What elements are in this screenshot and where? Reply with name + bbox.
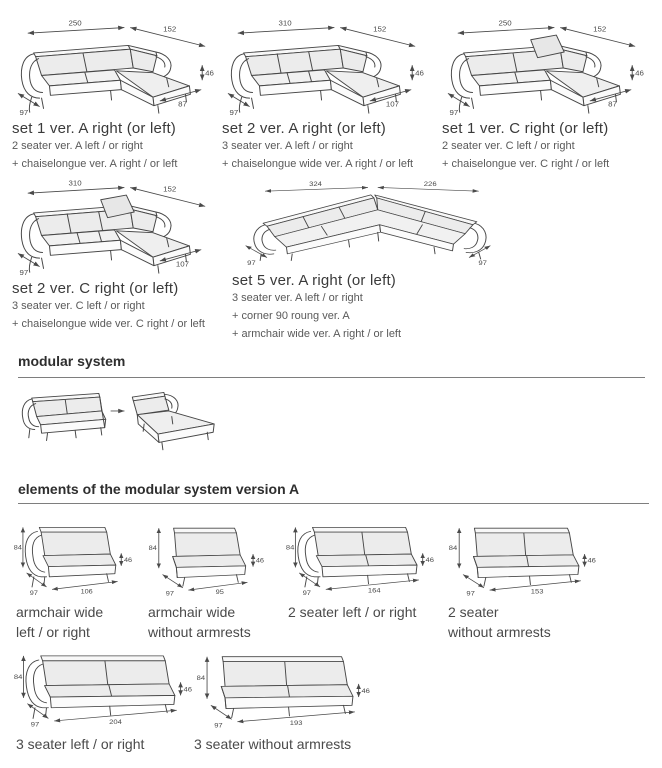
element-caption: without armrests: [448, 624, 551, 641]
dimension-label: 193: [289, 719, 303, 727]
dimension-label: 97: [165, 591, 174, 598]
element-caption: armchair wide: [148, 604, 236, 620]
dimension-label: 46: [205, 68, 214, 78]
sofa-diagram-set1-verC: [442, 20, 647, 116]
set-desc-line: + chaiselongue wide ver. A right / or left: [222, 157, 414, 170]
set-title: set 2 ver. C right (or left): [12, 280, 179, 297]
set-tile-2: [222, 20, 434, 173]
element-tile-3seater-arm: [12, 646, 198, 754]
element-caption: 3 seater without armrests: [194, 736, 352, 752]
dimension-label: 164: [367, 588, 381, 595]
dimension-label: 46: [361, 687, 370, 695]
dimension-label: 97: [29, 590, 38, 597]
dimension-label: 226: [423, 181, 437, 188]
dimension-label: 152: [163, 184, 177, 194]
dimension-label: 152: [593, 24, 607, 34]
dimension-label: 84: [285, 544, 295, 552]
dimension-label: 87: [608, 99, 617, 109]
set-title: set 1 ver. C right (or left): [442, 120, 609, 137]
set-desc-line: + chaiselongue ver. C right / or left: [442, 157, 610, 170]
dimension-label: 97: [449, 108, 459, 116]
section-divider: [18, 503, 649, 504]
element-tile-2seater-arm: [284, 518, 440, 622]
section-divider: [18, 377, 645, 378]
set-desc-line: + armchair wide ver. A right / or left: [232, 327, 402, 340]
set-title: set 2 ver. A right (or left): [222, 120, 387, 137]
element-caption: without armrests: [148, 624, 251, 641]
dimension-label: 97: [302, 590, 312, 597]
set-desc-line: 3 seater ver. A left / or right: [232, 292, 363, 304]
dimension-label: 84: [13, 544, 22, 552]
set-tile-4: [12, 180, 218, 333]
element-tile-3seater: [190, 646, 374, 754]
dimension-label: 153: [530, 588, 544, 596]
dimension-label: 46: [587, 558, 596, 565]
set-desc-line: + corner 90 roung ver. A: [232, 309, 350, 322]
dimension-label: 106: [80, 588, 93, 596]
dimension-label: 152: [163, 24, 177, 34]
set-title: set 5 ver. A right (or left): [232, 272, 397, 289]
dimension-label: 46: [123, 557, 133, 564]
dimension-label: 46: [183, 685, 192, 694]
element-caption: left / or right: [16, 624, 90, 641]
dimension-label: 324: [309, 181, 323, 188]
dimension-label: 46: [255, 558, 265, 565]
element-caption: 3 seater left / or right: [16, 736, 145, 752]
element-caption: 2 seater: [448, 604, 499, 620]
dimension-label: 97: [19, 108, 29, 116]
dimension-label: 97: [30, 721, 40, 729]
modular-system-tile: [14, 386, 229, 460]
element-diagram-2seater: [444, 518, 596, 598]
set-desc-line: + chaiselongue wide ver. C right / or left: [12, 317, 205, 330]
element-tile-armchair-wide-arm: [12, 518, 140, 643]
element-tile-armchair-wide: [144, 518, 274, 643]
set-title: set 1 ver. A right (or left): [12, 120, 177, 137]
dimension-label: 87: [178, 99, 187, 109]
dimension-label: 152: [373, 24, 387, 34]
element-caption: 2 seater left / or right: [288, 604, 417, 620]
set-tile-3: [442, 20, 658, 173]
dimension-label: 204: [109, 718, 122, 727]
section-heading-modular: modular system: [18, 353, 126, 369]
dimension-label: 97: [247, 260, 256, 267]
element-caption: armchair wide: [16, 604, 104, 620]
dimension-label: 95: [215, 589, 224, 596]
set-desc-line: 3 seater ver. C left / or right: [12, 300, 145, 312]
sofa-diagram-set1-verA: [12, 20, 217, 116]
element-diagram-3seater: [190, 646, 370, 730]
dimension-label: 97: [214, 721, 223, 730]
set-desc-line: 3 seater ver. A left / or right: [222, 140, 353, 152]
dimension-label: 107: [175, 259, 190, 269]
set-desc-line: 2 seater ver. A left / or right: [12, 140, 143, 152]
dimension-label: 46: [415, 68, 424, 78]
modular-system-diagram: [14, 386, 226, 460]
element-diagram-armchair: [144, 518, 266, 598]
dimension-label: 84: [13, 673, 23, 681]
sofa-diagram-set2-verA: [222, 20, 427, 116]
dimension-label: 250: [498, 20, 512, 28]
element-diagram-armchair-arm: [12, 518, 134, 598]
dimension-label: 97: [19, 268, 29, 276]
dimension-label: 97: [229, 108, 239, 116]
dimension-label: 107: [385, 99, 400, 109]
element-diagram-2seater-arm: [284, 518, 436, 598]
dimension-label: 310: [278, 20, 292, 28]
element-tile-2seater: [444, 518, 600, 643]
set-tile-5: [232, 180, 512, 343]
section-heading-elements: elements of the modular system version A: [18, 481, 300, 497]
dimension-label: 97: [466, 591, 475, 598]
dimension-label: 84: [196, 674, 206, 682]
element-diagram-3seater-arm: [12, 646, 194, 730]
dimension-label: 46: [425, 557, 434, 564]
sofa-diagram-set5-corner: [232, 180, 504, 268]
sofa-diagram-set2-verC: [12, 180, 217, 276]
set-tile-1: [12, 20, 218, 173]
dimension-label: 250: [68, 20, 82, 28]
dimension-label: 84: [448, 545, 458, 552]
dimension-label: 46: [635, 68, 644, 78]
dimension-label: 84: [148, 545, 157, 552]
set-desc-line: 2 seater ver. C left / or right: [442, 140, 575, 152]
dimension-label: 310: [68, 180, 82, 188]
dimension-label: 97: [478, 260, 487, 267]
set-desc-line: + chaiselongue ver. A right / or left: [12, 157, 178, 170]
